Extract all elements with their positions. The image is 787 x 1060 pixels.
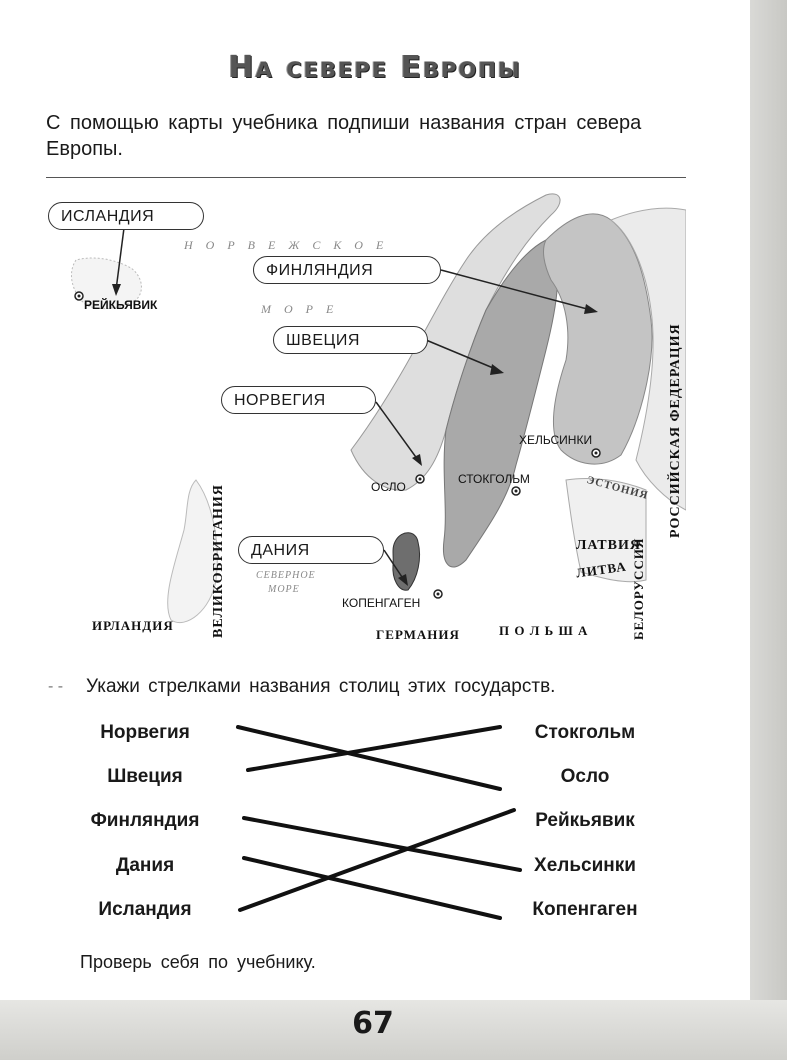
label-finland: ФИНЛЯНДИЯ — [253, 256, 441, 284]
sea-north-2: МОРЕ — [268, 584, 300, 595]
capital-oslo: Осло — [560, 766, 610, 787]
city-reykjavik: РЕЙКЬЯВИК — [84, 298, 158, 312]
page-number: 67 — [352, 1006, 394, 1041]
capital-copenhagen: Копенгаген — [532, 899, 638, 920]
country-sweden: Швеция — [107, 766, 183, 787]
instruction-capitals: Укажи стрелками названия столиц этих государств. — [86, 676, 556, 697]
label-norway: НОРВЕГИЯ — [221, 386, 376, 414]
country-germany: ГЕРМАНИЯ — [376, 627, 460, 642]
page-title: На севере Европы — [228, 50, 522, 85]
city-stockholm: СТОКГОЛЬМ — [458, 472, 530, 486]
map-northern-europe — [46, 180, 686, 650]
sea-norwegian-1: Н О Р В Е Ж С К О Е — [184, 238, 389, 252]
country-latvia: ЛАТВИЯ — [576, 538, 641, 553]
label-iceland: ИСЛАНДИЯ — [48, 202, 204, 230]
capital-helsinki: Хельсинки — [534, 855, 636, 876]
country-denmark: Дания — [115, 855, 175, 876]
footer-note: Проверь себя по учебнику. — [80, 952, 316, 972]
label-denmark: ДАНИЯ — [238, 536, 384, 564]
country-iceland: Исландия — [98, 899, 192, 920]
country-great-britain: ВЕЛИКОБРИТАНИЯ — [211, 484, 226, 638]
capital-reykjavik: Рейкьявик — [535, 810, 635, 831]
divider — [46, 177, 686, 178]
country-ireland: ИРЛАНДИЯ — [92, 618, 174, 633]
country-lithuania: ЛИТВА — [575, 558, 628, 581]
capital-stockholm: Стокгольм — [534, 722, 636, 743]
country-norway: Норвегия — [100, 722, 190, 743]
city-oslo: ОСЛО — [371, 480, 406, 494]
label-sweden: ШВЕЦИЯ — [273, 326, 428, 354]
city-copenhagen: КОПЕНГАГЕН — [342, 596, 421, 610]
sea-norwegian-2: М О Р Е — [261, 302, 339, 316]
sea-north-1: СЕВЕРНОЕ — [256, 570, 316, 581]
instruction-text: С помощью карты учебника подпиши названия стран севера Европы. — [46, 112, 642, 160]
country-finland: Финляндия — [90, 810, 200, 831]
city-helsinki: ХЕЛЬСИНКИ — [519, 433, 593, 447]
country-estonia: ЭСТОНИЯ — [585, 474, 650, 502]
page-edge-shadow — [750, 0, 787, 1060]
matching-exercise — [0, 710, 750, 930]
dash-mark: - - — [48, 678, 64, 695]
country-belarus: БЕЛОРУССИЯ — [631, 537, 646, 640]
country-russia: РОССИЙСКАЯ ФЕДЕРАЦИЯ — [668, 323, 683, 538]
country-poland: П О Л Ь Ш А — [499, 623, 589, 638]
